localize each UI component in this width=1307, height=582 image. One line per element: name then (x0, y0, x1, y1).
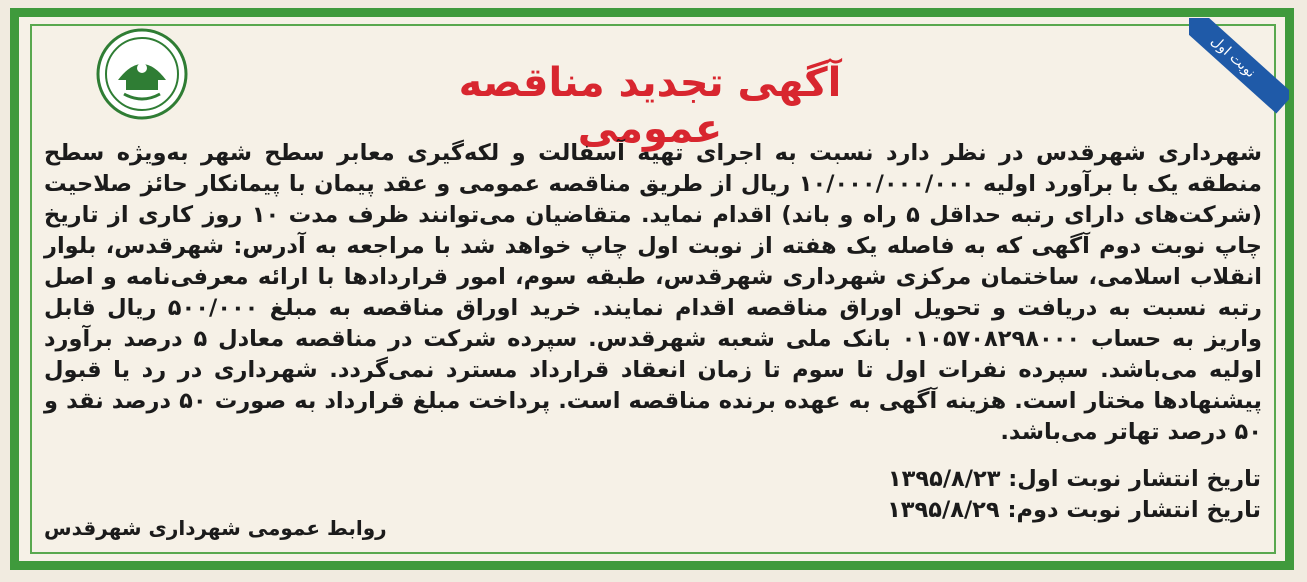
first-publication-date: تاریخ انتشار نوبت اول: ۱۳۹۵/۸/۲۳ (887, 466, 1261, 492)
second-publication-date: تاریخ انتشار نوبت دوم: ۱۳۹۵/۸/۲۹ (887, 497, 1261, 523)
municipality-logo-icon (96, 28, 188, 120)
ad-title: آگهی تجدید مناقصه عمومی (458, 60, 842, 152)
ribbon-label: نوبت اول (1189, 18, 1289, 114)
publisher-signature: روابط عمومی شهرداری شهرقدس (44, 516, 387, 540)
corner-ribbon (1189, 18, 1289, 118)
ad-body-paragraph: شهرداری شهرقدس در نظر دارد نسبت به اجرای تهیه آسفالت و لکه‌گیری معابر سطح شهر به‌ویژه سطح منطقه یک با برآورد اولیه ۱۰/۰۰۰/۰۰۰/۰۰۰ ریال از طریق مناقصه عمومی و عقد پیمان با پیمانکار حائز صلاحیت (شرکت‌های دارای رتبه حداقل ۵ راه و باند) اقدام نماید. متقاضیان می‌توانند ظرف مدت ۱۰ روز کاری از تاریخ چاپ نوبت دوم آگهی که به فاصله یک هفته از نوبت اول چاپ خواهد شد با مراجعه به آدرس: شهرقدس، بلوار انقلاب اسلامی، ساختمان مرکزی شهرداری شهرقدس، طبقه سوم، امور قراردادها با ارائه معرفی‌نامه و اصل رتبه نسبت به دریافت و تحویل اوراق مناقصه اقدام نمایند. خرید اوراق مناقصه به مبلغ ۵۰۰/۰۰۰ ریال قابل واریز به حساب ۰۱۰۵۷۰۸۲۹۸۰۰۰ بانک ملی شعبه شهرقدس. سپرده شرکت در مناقصه معادل ۵ درصد برآورد اولیه می‌باشد. سپرده نفرات اول تا سوم تا زمان انعقاد قرارداد مسترد نمی‌گردد. شهرداری در رد یا قبول پیشنهادها مختار است. هزینه آگهی به عهده برنده مناقصه است. پرداخت مبلغ قرارداد به صورت ۵۰ درصد نقد و ۵۰ درصد تهاتر می‌باشد. (44, 140, 1262, 445)
publication-dates (761, 464, 1261, 526)
